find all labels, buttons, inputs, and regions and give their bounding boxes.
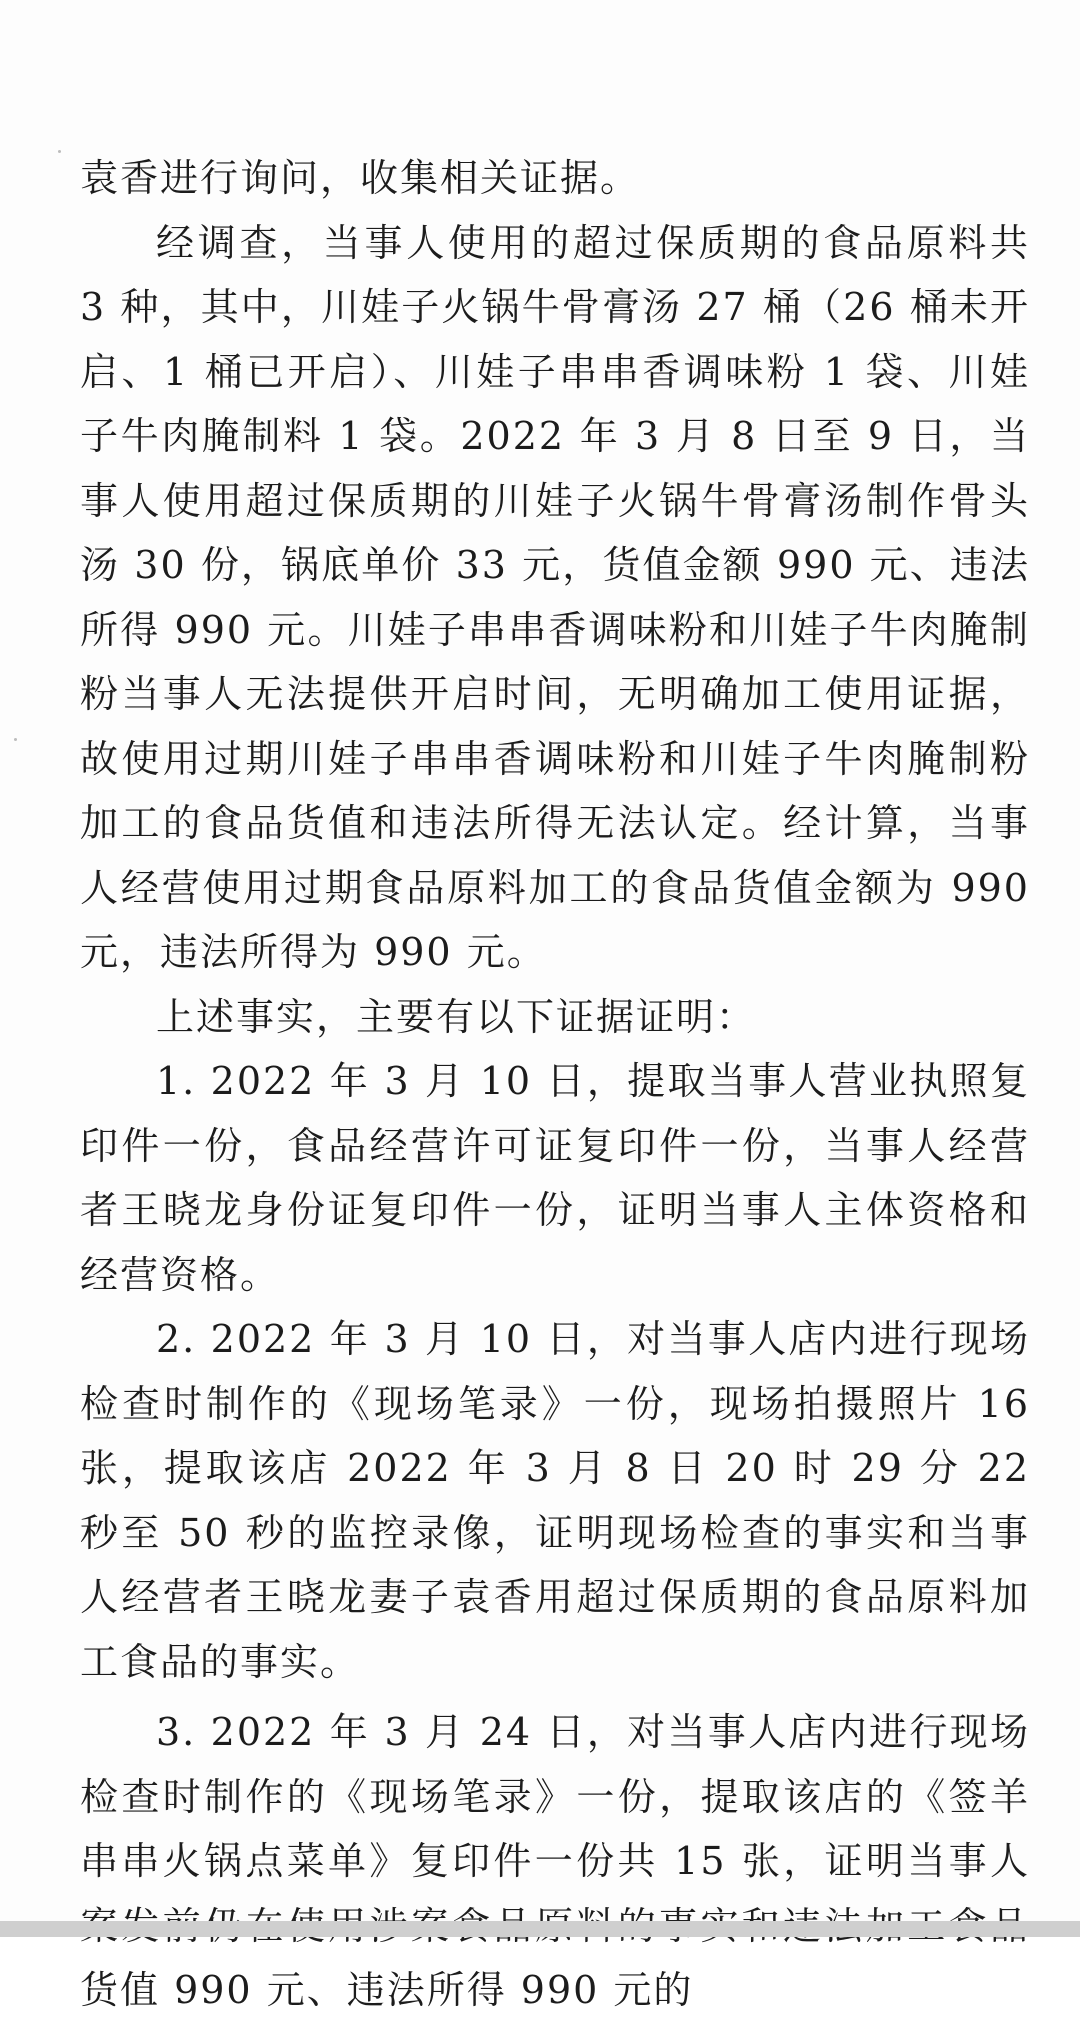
document-body <box>80 146 1030 2023</box>
paragraph-evidence-3: 3. 2022 年 3 月 24 日，对当事人店内进行现场检查时制作的《现场笔录》一份，提取该店的《签羊串串火锅点菜单》复印件一份共 15 张，证明当事人 货值 990 元、违法所得 990 元的 <box>80 1710 1030 2012</box>
paragraph-evidence-intro: 上述事实，主要有以下证据证明： <box>156 994 757 1039</box>
paragraph-continuation: 袁香进行询问，收集相关证据。 <box>80 156 641 200</box>
paragraph-investigation-findings: 经调查，当事人使用的超过保质期的食品原料共 3 种，其中，川娃子火锅牛骨膏汤 27 桶（26 桶未开启、1 桶已开启）、川娃子串串香调味粉 1 袋、川娃子牛肉腌制料 1 袋。2022 年 3 月 8 日至 9 日，当事人使用超过保质期的川娃子火锅牛骨膏汤制作骨头汤 30 份，锅底单价 33 元，货值金额 990 元、违法所得 990 元。川娃子串串香调味粉和川娃子牛肉腌制粉当事人无法提供开启时间，无明确加工使用证据，故使用过期川娃子串串香调味粉和川娃子牛肉腌制粉加工的食品货值和违法所得无法认定。经计算，当事人经营使用过期食品原料加工的食品货值金额为 990 元，违法所得为 990 元。 <box>80 220 1030 974</box>
scan-speck <box>58 150 61 153</box>
scan-speck <box>14 738 17 741</box>
paragraph-evidence-2: 2. 2022 年 3 月 10 日，对当事人店内进行现场检查时制作的《现场笔录》一份，现场拍摄照片 16 张，提取该店 2022 年 3 月 8 日 20 时 29 分 22 秒至 50 秒的监控录像，证明现场检查的事实和当事人经营者王晓龙妻子袁香用超过保质期的食品原料加工食品的事实。 <box>80 1317 1030 1684</box>
paragraph-evidence-1: 1. 2022 年 3 月 10 日，提取当事人营业执照复印件一份，食品经营许可证复印件一份，当事人经营者王晓龙身份证复印件一份，证明当事人主体资格和经营资格。 <box>80 1059 1030 1297</box>
scan-bottom-edge <box>0 1921 1080 1937</box>
